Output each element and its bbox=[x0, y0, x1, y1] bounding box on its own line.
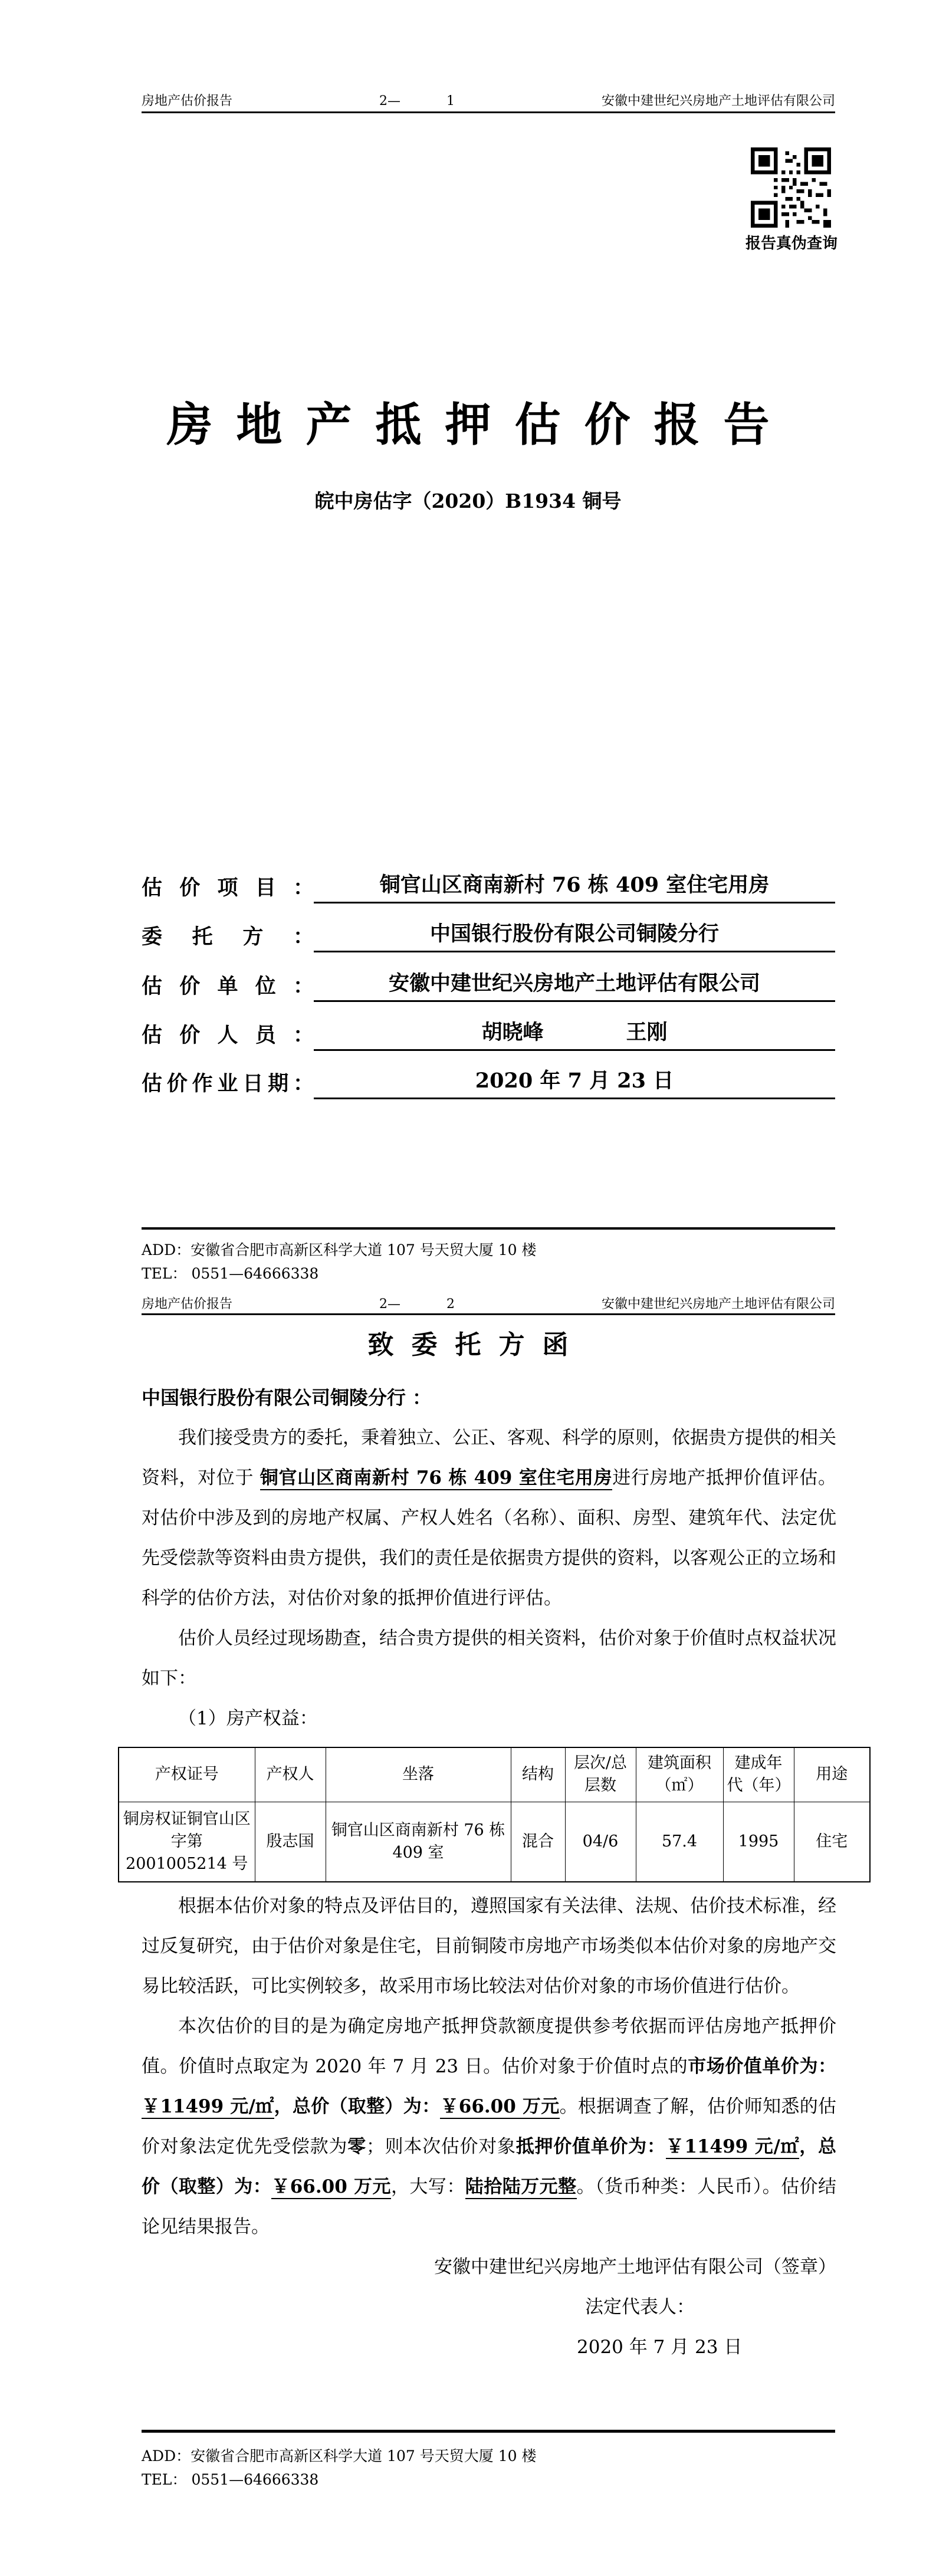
header-company-name: 安徽中建世纪兴房地产土地评估有限公司 bbox=[601, 1297, 835, 1312]
cell-use: 住宅 bbox=[794, 1802, 870, 1882]
field-client-value: 中国银行股份有限公司铜陵分行 bbox=[314, 918, 835, 952]
header-report-type: 房地产估价报告 bbox=[142, 1297, 233, 1312]
letter-title: 致委托方函 bbox=[367, 1330, 586, 1360]
cell-year-built: 1995 bbox=[723, 1802, 794, 1882]
field-date-value: 2020 年 7 月 23 日 bbox=[314, 1064, 835, 1099]
page1-running-header bbox=[142, 90, 835, 110]
footer-address: ADD：安徽省合肥市高新区科学大道 107 号天贸大厦 10 楼 bbox=[142, 2447, 537, 2465]
cell-location: 铜官山区商南新村 76 栋 409 室 bbox=[326, 1802, 511, 1882]
page2-footer bbox=[142, 2444, 835, 2492]
page2-running-header bbox=[142, 1293, 835, 1313]
col-use: 用途 bbox=[794, 1747, 870, 1802]
field-date-label: 估价作业日期： bbox=[142, 1072, 314, 1096]
header-doc-code: 2— bbox=[379, 1297, 400, 1312]
qr-code-icon bbox=[751, 147, 831, 228]
field-appraisers bbox=[142, 1020, 835, 1051]
qr-caption: 报告真伪查询 bbox=[745, 235, 838, 252]
signature-date: 2020 年 7 月 23 日 bbox=[577, 2337, 743, 2358]
header-report-type: 房地产估价报告 bbox=[142, 94, 233, 109]
letter-paragraph-1: 我们接受贵方的委托，秉着独立、公正、客观、科学的原则，依据贵方提供的相关资料，对位于 铜官山区商南新村 76 栋 409 室住宅用房进行房地产抵押价值评估。对估价中涉及到的房地产权属、产权人姓名（名称）、面积、房型、建筑年代、法定优先受偿款等资料由贵方提供，我们的责任是依据贵方提供的资料，以客观公正的立场和科学的估价方法，对估价对象的抵押价值进行评估。 bbox=[142, 1427, 836, 1609]
field-client bbox=[142, 922, 835, 952]
header-page-number: 1 bbox=[446, 94, 455, 109]
letter-body bbox=[123, 1378, 848, 2367]
rights-list-item: （1）房产权益： bbox=[178, 1708, 318, 1729]
field-appraisal-date bbox=[142, 1069, 835, 1099]
signature-company: 安徽中建世纪兴房地产土地评估有限公司（签章） bbox=[434, 2256, 836, 2278]
field-project-value: 铜官山区商南新村 76 栋 409 室住宅用房 bbox=[314, 869, 835, 903]
footer-telephone: TEL： 0551—64666338 bbox=[142, 2471, 319, 2488]
footer-address: ADD：安徽省合肥市高新区科学大道 107 号天贸大厦 10 楼 bbox=[142, 1241, 537, 1259]
header-doc-code: 2— bbox=[379, 94, 400, 109]
header-page-indicator bbox=[379, 93, 455, 110]
signature-legal-representative: 法定代表人： bbox=[585, 2296, 695, 2318]
report-number: 皖中房估字（2020）B1934 铜号 bbox=[314, 489, 622, 512]
table-header-row bbox=[119, 1747, 870, 1802]
col-certificate-no: 产权证号 bbox=[119, 1747, 255, 1802]
header-company-name: 安徽中建世纪兴房地产土地评估有限公司 bbox=[601, 94, 835, 109]
col-floor: 层次/总层数 bbox=[565, 1747, 636, 1802]
col-structure: 结构 bbox=[511, 1747, 565, 1802]
field-appraisal-agency bbox=[142, 971, 835, 1002]
cell-floor: 04/6 bbox=[565, 1802, 636, 1882]
field-agency-value: 安徽中建世纪兴房地产土地评估有限公司 bbox=[314, 967, 835, 1002]
header-page-number: 2 bbox=[446, 1297, 455, 1312]
field-project-label: 估价项目： bbox=[142, 876, 314, 900]
footer-telephone: TEL： 0551—64666338 bbox=[142, 1265, 319, 1282]
field-agency-label: 估价单位： bbox=[142, 974, 314, 998]
field-client-label: 委托方： bbox=[142, 925, 314, 949]
col-floor-area: 建筑面积（㎡） bbox=[636, 1747, 723, 1802]
page1-footer bbox=[142, 1238, 835, 1286]
col-location: 坐落 bbox=[326, 1747, 511, 1802]
letter-paragraph-3: 根据本估价对象的特点及评估目的，遵照国家有关法律、法规、估价技术标准，经过反复研究，由于估价对象是住宅，目前铜陵市房地产市场类似本估价对象的房地产交易比较活跃，可比实例较多，故采用市场比较法对估价对象的市场价值进行估价。 bbox=[142, 1895, 836, 1997]
header-page-indicator bbox=[379, 1296, 455, 1313]
table-row bbox=[119, 1802, 870, 1882]
letter-addressee: 中国银行股份有限公司铜陵分行 ： bbox=[142, 1386, 432, 1409]
page1-footer-rule bbox=[142, 1227, 835, 1230]
cell-certificate-no: 铜房权证铜官山区字第 2001005214 号 bbox=[119, 1802, 255, 1882]
col-year-built: 建成年代（年） bbox=[723, 1747, 794, 1802]
col-owner: 产权人 bbox=[255, 1747, 326, 1802]
field-project bbox=[142, 873, 835, 903]
cell-floor-area: 57.4 bbox=[636, 1802, 723, 1882]
field-appraisers-label: 估价人员： bbox=[142, 1023, 314, 1047]
cell-structure: 混合 bbox=[511, 1802, 565, 1882]
report-title: 房地产抵押估价报告 bbox=[166, 398, 793, 452]
field-appraisers-value: 胡晓峰 王刚 bbox=[314, 1016, 835, 1051]
letter-paragraph-4: 本次估价的目的是为确定房地产抵押贷款额度提供参考依据而评估房地产抵押价值。价值时点取定为 2020 年 7 月 23 日。估价对象于价值时点的市场价值单价为：￥11499 元/㎡，总价（取整）为：￥66.00 万元。根据调查了解，估价师知悉的估价对象法定优先受偿款为零；则本次估价对象抵押价值单价为：￥11499 元/㎡，总价（取整）为：￥66.00 万元，大写：陆拾陆万元整。（货币种类：人民币）。估价结论见结果报告。 bbox=[142, 2016, 837, 2237]
header-rule bbox=[142, 111, 835, 113]
cell-owner: 殷志国 bbox=[255, 1802, 326, 1882]
letter-paragraph-2: 估价人员经过现场勘查，结合贵方提供的相关资料，估价对象于价值时点权益状况如下： bbox=[142, 1628, 836, 1689]
header-rule-2 bbox=[142, 1313, 835, 1315]
page2-footer-rule bbox=[142, 2430, 835, 2433]
property-rights-table bbox=[118, 1747, 871, 1882]
